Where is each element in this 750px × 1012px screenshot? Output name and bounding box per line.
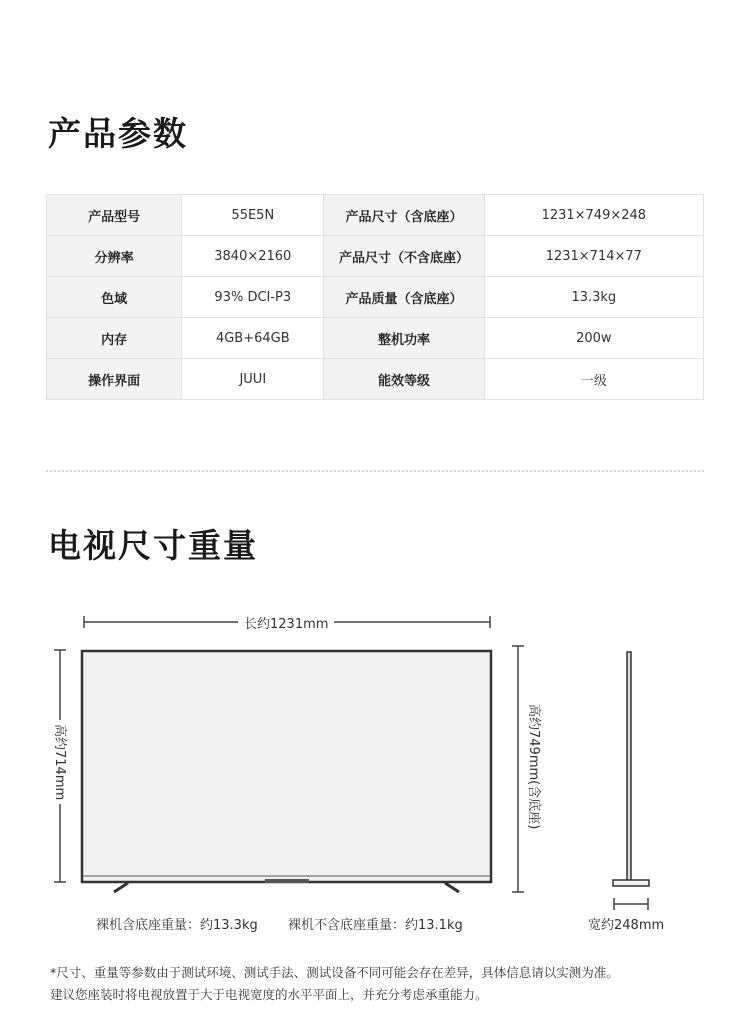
spec-value: 3840×2160 <box>182 236 324 277</box>
spec-row <box>47 359 704 400</box>
spec-value: 1231×714×77 <box>484 236 703 277</box>
spec-value: 200w <box>484 318 703 359</box>
spec-value: JUUI <box>182 359 324 400</box>
spec-value: 93% DCI-P3 <box>182 277 324 318</box>
tv-side-profile <box>627 652 631 881</box>
depth-label: 宽约248mm <box>588 914 664 933</box>
spec-label: 操作界面 <box>47 359 182 400</box>
tv-foot-left <box>114 883 128 892</box>
spec-label: 产品质量（含底座） <box>324 277 484 318</box>
spec-row <box>47 318 704 359</box>
spec-label: 内存 <box>47 318 182 359</box>
spec-label: 产品尺寸（含底座） <box>324 195 484 236</box>
spec-table <box>46 194 704 400</box>
tv-front-screen <box>82 651 491 882</box>
spec-value: 一级 <box>484 359 703 400</box>
spec-row <box>47 195 704 236</box>
spec-label: 整机功率 <box>324 318 484 359</box>
dotted-divider <box>46 470 704 472</box>
spec-label: 色域 <box>47 277 182 318</box>
tv-center-logo-bar <box>265 879 309 883</box>
spec-row <box>47 277 704 318</box>
disclaimer-notes <box>50 962 720 1006</box>
tv-diagram-graphic <box>0 600 750 940</box>
spec-value: 1231×749×248 <box>484 195 703 236</box>
tv-foot-right <box>445 883 459 892</box>
height-no-stand-label: 高约714mm <box>52 720 71 804</box>
spec-value: 13.3kg <box>484 277 703 318</box>
spec-label: 产品尺寸（不含底座） <box>324 236 484 277</box>
spec-label: 能效等级 <box>324 359 484 400</box>
tv-side-stand <box>613 880 649 886</box>
section-title-tv: 电视尺寸重量 <box>48 526 258 565</box>
spec-label: 分辨率 <box>47 236 182 277</box>
note-line: *尺寸、重量等参数由于测试环境、测试手法、测试设备不同可能会存在差异，具体信息请以实测为准。 <box>50 965 619 980</box>
spec-value: 4GB+64GB <box>182 318 324 359</box>
section-title-params: 产品参数 <box>48 114 188 153</box>
note-line: 建议您座装时将电视放置于大于电视宽度的水平平面上，并充分考虑承重能力。 <box>50 987 488 1002</box>
spec-value: 55E5N <box>182 195 324 236</box>
weight-no-stand-label: 裸机不含底座重量：约13.1kg <box>288 914 463 933</box>
spec-row <box>47 236 704 277</box>
weight-with-stand-label: 裸机含底座重量：约13.3kg <box>96 914 258 933</box>
spec-label: 产品型号 <box>47 195 182 236</box>
height-with-stand-label: 高约749mm(含底座) <box>526 700 545 833</box>
length-label: 长约1231mm <box>238 613 334 632</box>
tv-dimension-diagram <box>0 600 750 940</box>
